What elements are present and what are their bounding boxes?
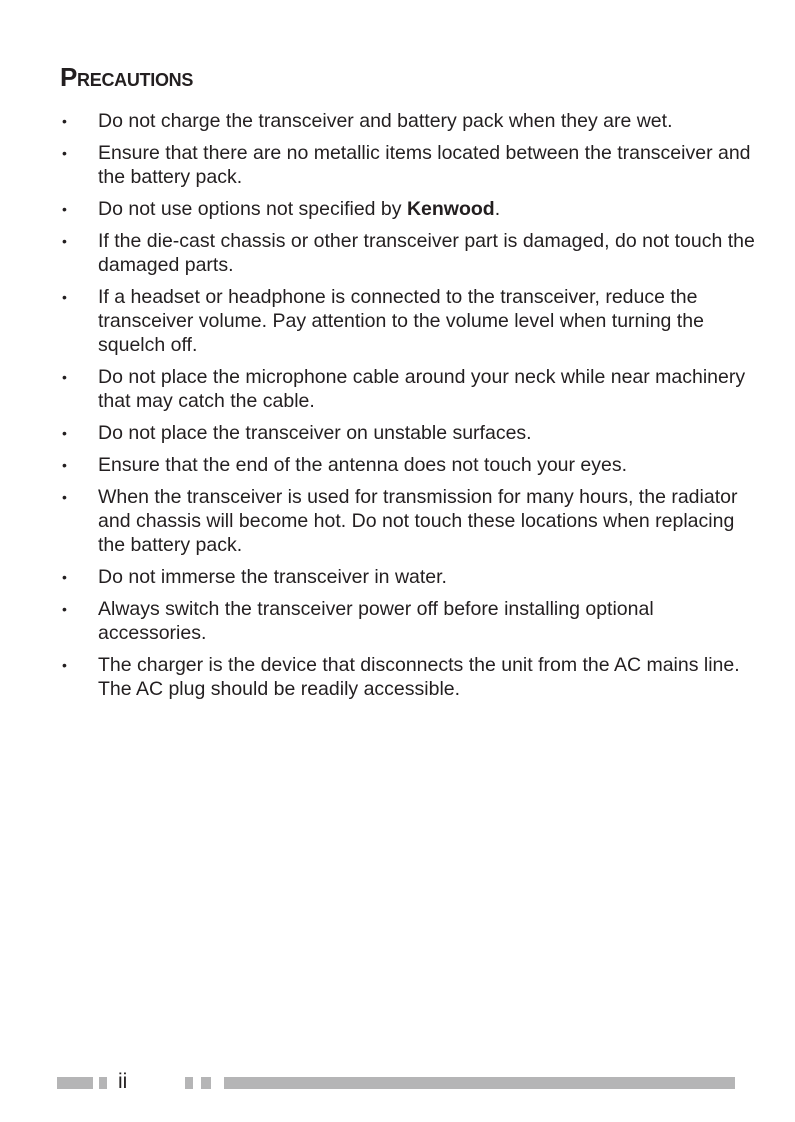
item-text-end: . xyxy=(494,198,501,220)
list-item xyxy=(0,453,795,477)
list-item xyxy=(0,229,795,277)
bullet-icon: • xyxy=(62,601,67,617)
list-item xyxy=(0,109,795,133)
bullet-icon: • xyxy=(62,489,67,505)
section-heading: Precautions xyxy=(60,62,194,92)
bullet-icon: • xyxy=(62,569,67,585)
list-item xyxy=(0,197,795,221)
bullet-icon: • xyxy=(62,457,67,473)
item-text: When the transceiver is used for transmission for many hours, the radiator and chassis will become hot. Do not touch these locations when replacing the battery pack. xyxy=(98,486,738,556)
footer-bar-left xyxy=(57,1077,93,1089)
list-item xyxy=(0,565,795,589)
bullet-icon: • xyxy=(62,289,67,305)
item-text: If the die-cast chassis or other transceiver part is damaged, do not touch the damaged parts. xyxy=(98,230,755,276)
item-text: Ensure that the end of the antenna does not touch your eyes. xyxy=(98,454,628,476)
page-number: ii xyxy=(118,1070,128,1093)
item-text: Do not immerse the transceiver in water. xyxy=(98,566,447,588)
page-footer xyxy=(0,1070,795,1094)
precautions-list xyxy=(0,109,795,709)
item-text: If a headset or headphone is connected to the transceiver, reduce the transceiver volume. Pay attention to the volume level when turning the squelch off. xyxy=(98,286,704,356)
list-item xyxy=(0,365,795,413)
bullet-icon: • xyxy=(62,233,67,249)
item-text: Do not charge the transceiver and battery pack when they are wet. xyxy=(98,110,673,132)
brand-name: Kenwood xyxy=(406,198,495,220)
list-item xyxy=(0,485,795,557)
list-item xyxy=(0,285,795,357)
footer-bar-marker xyxy=(99,1077,107,1089)
item-text: The charger is the device that disconnects the unit from the AC mains line. The AC plug should be readily accessible. xyxy=(98,654,740,700)
footer-bar-right xyxy=(224,1077,735,1089)
bullet-icon: • xyxy=(62,425,67,441)
item-text: Do not place the transceiver on unstable surfaces. xyxy=(98,422,532,444)
item-text: Ensure that there are no metallic items located between the transceiver and the battery pack. xyxy=(98,142,751,188)
footer-bar-marker xyxy=(201,1077,211,1089)
bullet-icon: • xyxy=(62,369,67,385)
list-item xyxy=(0,653,795,701)
list-item xyxy=(0,421,795,445)
item-text: Do not place the microphone cable around your neck while near machinery that may catch the cable. xyxy=(98,366,746,412)
list-item xyxy=(0,141,795,189)
bullet-icon: • xyxy=(62,145,67,161)
bullet-icon: • xyxy=(62,201,67,217)
item-text: Do not use options not specified by xyxy=(98,198,407,220)
item-text: Always switch the transceiver power off before installing optional accessories. xyxy=(98,598,654,644)
footer-bar-marker xyxy=(185,1077,193,1089)
bullet-icon: • xyxy=(62,657,67,673)
list-item xyxy=(0,597,795,645)
bullet-icon: • xyxy=(62,113,67,129)
